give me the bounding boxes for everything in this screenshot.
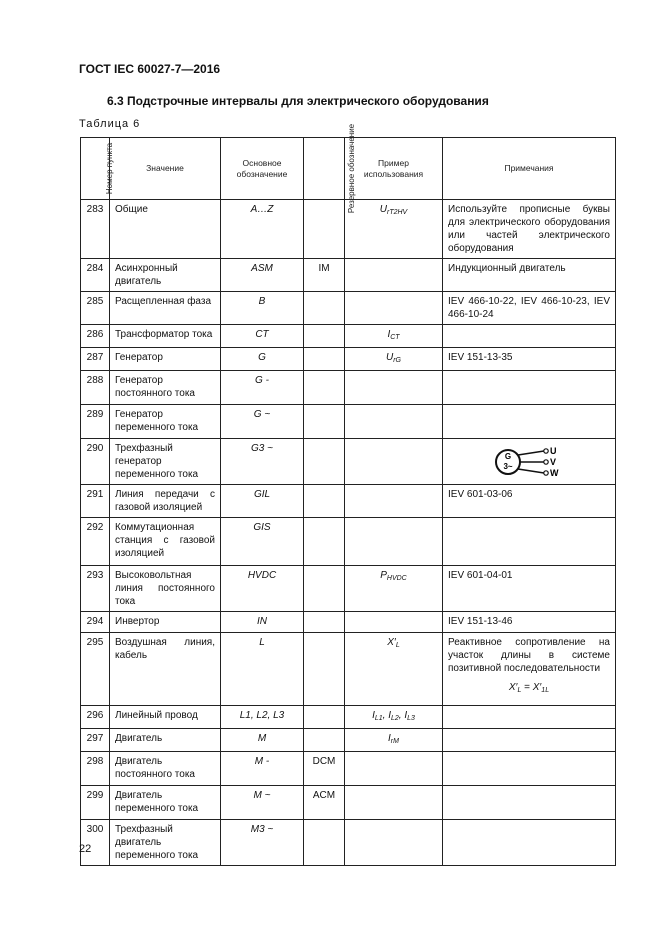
cell-symbol: G - xyxy=(221,371,304,405)
cell-notes: IEV 151-13-35 xyxy=(443,348,616,371)
cell-symbol: G ~ xyxy=(221,405,304,439)
cell-reserve xyxy=(304,200,345,259)
table-row xyxy=(81,633,616,706)
cell-example: $U_{rT2HV}$ xyxy=(345,200,443,259)
cell-num: 287 xyxy=(81,348,110,371)
cell-symbol: M - xyxy=(221,752,304,786)
table-row xyxy=(81,371,616,405)
cell-example: $I_{rM}$ xyxy=(345,729,443,752)
cell-reserve xyxy=(304,405,345,439)
cell-example: $P_{HVDC}$ xyxy=(345,566,443,612)
cell-symbol: G xyxy=(221,348,304,371)
cell-reserve xyxy=(304,820,345,866)
cell-symbol: L xyxy=(221,633,304,706)
table-row xyxy=(81,292,616,325)
cell-symbol: HVDC xyxy=(221,566,304,612)
cell-reserve xyxy=(304,348,345,371)
cell-num: 289 xyxy=(81,405,110,439)
cell-notes xyxy=(443,729,616,752)
cell-num: 283 xyxy=(81,200,110,259)
cell-example xyxy=(345,259,443,292)
cell-example xyxy=(345,518,443,566)
table-row xyxy=(81,729,616,752)
cell-meaning: Трехфазный генератор переменного тока xyxy=(110,439,221,485)
cell-notes: IEV 601-04-01 xyxy=(443,566,616,612)
cell-notes xyxy=(443,518,616,566)
cell-symbol: M xyxy=(221,729,304,752)
cell-symbol: M3 ~ xyxy=(221,820,304,866)
cell-num: 295 xyxy=(81,633,110,706)
cell-meaning: Генератор постоянного тока xyxy=(110,371,221,405)
cell-example xyxy=(345,820,443,866)
cell-num: 294 xyxy=(81,612,110,633)
cell-notes: IEV 601-03-06 xyxy=(443,485,616,518)
cell-meaning: Расщепленная фаза xyxy=(110,292,221,325)
cell-example xyxy=(345,439,443,485)
cell-symbol: CT xyxy=(221,325,304,348)
page-number: 22 xyxy=(79,843,92,855)
cell-reserve xyxy=(304,566,345,612)
cell-reserve: IM xyxy=(304,259,345,292)
cell-example: $I_{CT}$ xyxy=(345,325,443,348)
cell-symbol: G3 ~ xyxy=(221,439,304,485)
table-row xyxy=(81,485,616,518)
cell-notes xyxy=(443,820,616,866)
cell-example xyxy=(345,405,443,439)
table-row xyxy=(81,786,616,820)
cell-meaning: Асинхронный двигатель xyxy=(110,259,221,292)
cell-meaning: Трехфазный двигатель переменного тока xyxy=(110,820,221,866)
cell-meaning: Двигатель постоянного тока xyxy=(110,752,221,786)
cell-notes xyxy=(443,786,616,820)
cell-meaning: Линейный провод xyxy=(110,706,221,729)
table-row xyxy=(81,405,616,439)
cell-num: 300 xyxy=(81,820,110,866)
table-row xyxy=(81,612,616,633)
cell-notes: IEV 466-10-22, IEV 466-10-23, IEV 466-10-24 xyxy=(443,292,616,325)
cell-reserve xyxy=(304,729,345,752)
svg-text:G: G xyxy=(504,452,512,461)
three-phase-generator-icon xyxy=(494,446,564,478)
cell-notes xyxy=(443,371,616,405)
cell-reserve xyxy=(304,439,345,485)
cell-example xyxy=(345,371,443,405)
cell-reserve xyxy=(304,325,345,348)
cell-reserve xyxy=(304,633,345,706)
cell-notes xyxy=(443,752,616,786)
cell-meaning: Генератор xyxy=(110,348,221,371)
table-caption: Таблица 6 xyxy=(79,118,141,130)
cell-notes: Используйте прописные буквы для электрического оборудования или частей электрического оборудования xyxy=(443,200,616,259)
cell-meaning: Трансформатор тока xyxy=(110,325,221,348)
cell-example xyxy=(345,786,443,820)
cell-example xyxy=(345,292,443,325)
cell-example xyxy=(345,752,443,786)
col-header-symbol: Основное обозначение xyxy=(221,138,304,200)
cell-meaning: Линия передачи с газовой изоляцией xyxy=(110,485,221,518)
reactance-formula: $X'_L = X'_{1L}$ xyxy=(508,682,550,694)
cell-num: 288 xyxy=(81,371,110,405)
cell-meaning: Общие xyxy=(110,200,221,259)
cell-symbol: ASM xyxy=(221,259,304,292)
cell-reserve: DCM xyxy=(304,752,345,786)
cell-notes xyxy=(443,405,616,439)
cell-notes: IEV 151-13-46 xyxy=(443,612,616,633)
table-row xyxy=(81,566,616,612)
section-title: 6.3 Подстрочные интервалы для электрического оборудования xyxy=(107,94,489,108)
cell-reserve xyxy=(304,485,345,518)
cell-example: $X'_L$ xyxy=(345,633,443,706)
cell-num: 291 xyxy=(81,485,110,518)
cell-notes: Реактивное сопротивление на участок длины в системе позитивной последовательности $X'_L = X'_{1L}$ xyxy=(443,633,616,706)
svg-text:V: V xyxy=(550,457,557,467)
svg-text:W: W xyxy=(550,468,559,478)
cell-reserve xyxy=(304,706,345,729)
cell-notes xyxy=(443,706,616,729)
cell-symbol: M ~ xyxy=(221,786,304,820)
cell-notes xyxy=(443,325,616,348)
table-row xyxy=(81,259,616,292)
cell-reserve xyxy=(304,518,345,566)
cell-meaning: Генератор переменного тока xyxy=(110,405,221,439)
cell-num: 285 xyxy=(81,292,110,325)
col-header-num: Номер пункта xyxy=(81,138,110,200)
cell-meaning: Высоковольтная линия постоянного тока xyxy=(110,566,221,612)
cell-symbol: B xyxy=(221,292,304,325)
cell-num: 297 xyxy=(81,729,110,752)
cell-num: 296 xyxy=(81,706,110,729)
cell-reserve xyxy=(304,292,345,325)
cell-meaning: Воздушная линия, кабель xyxy=(110,633,221,706)
cell-meaning: Двигатель xyxy=(110,729,221,752)
cell-example xyxy=(345,485,443,518)
table-row xyxy=(81,325,616,348)
cell-notes xyxy=(443,439,616,485)
table-header-row xyxy=(81,138,616,200)
cell-meaning: Инвертор xyxy=(110,612,221,633)
table-row xyxy=(81,820,616,866)
cell-num: 293 xyxy=(81,566,110,612)
cell-example: $I_{L1}$, $I_{L2}$, $I_{L3}$ xyxy=(345,706,443,729)
svg-text:3~: 3~ xyxy=(503,462,513,471)
cell-symbol: GIS xyxy=(221,518,304,566)
cell-reserve xyxy=(304,371,345,405)
cell-example xyxy=(345,612,443,633)
col-header-meaning: Значение xyxy=(110,138,221,200)
cell-symbol: L1, L2, L3 xyxy=(221,706,304,729)
cell-meaning: Коммутационная станция с газовой изоляцией xyxy=(110,518,221,566)
table-row xyxy=(81,439,616,485)
cell-symbol: A…Z xyxy=(221,200,304,259)
cell-num: 284 xyxy=(81,259,110,292)
table-row xyxy=(81,706,616,729)
col-header-example: Пример использования xyxy=(345,138,443,200)
cell-num: 290 xyxy=(81,439,110,485)
table-row xyxy=(81,518,616,566)
cell-num: 286 xyxy=(81,325,110,348)
svg-text:U: U xyxy=(550,446,557,456)
cell-num: 299 xyxy=(81,786,110,820)
cell-meaning: Двигатель переменного тока xyxy=(110,786,221,820)
col-header-reserve: Резервное обозначение xyxy=(304,138,345,200)
document-header: ГОСТ IEC 60027-7—2016 xyxy=(79,62,221,76)
cell-reserve xyxy=(304,612,345,633)
col-header-notes: Примечания xyxy=(443,138,616,200)
cell-symbol: IN xyxy=(221,612,304,633)
cell-reserve: ACM xyxy=(304,786,345,820)
cell-notes: Индукционный двигатель xyxy=(443,259,616,292)
table-row xyxy=(81,752,616,786)
cell-num: 298 xyxy=(81,752,110,786)
cell-num: 292 xyxy=(81,518,110,566)
table-row xyxy=(81,348,616,371)
cell-symbol: GIL xyxy=(221,485,304,518)
cell-example: $U_{rG}$ xyxy=(345,348,443,371)
